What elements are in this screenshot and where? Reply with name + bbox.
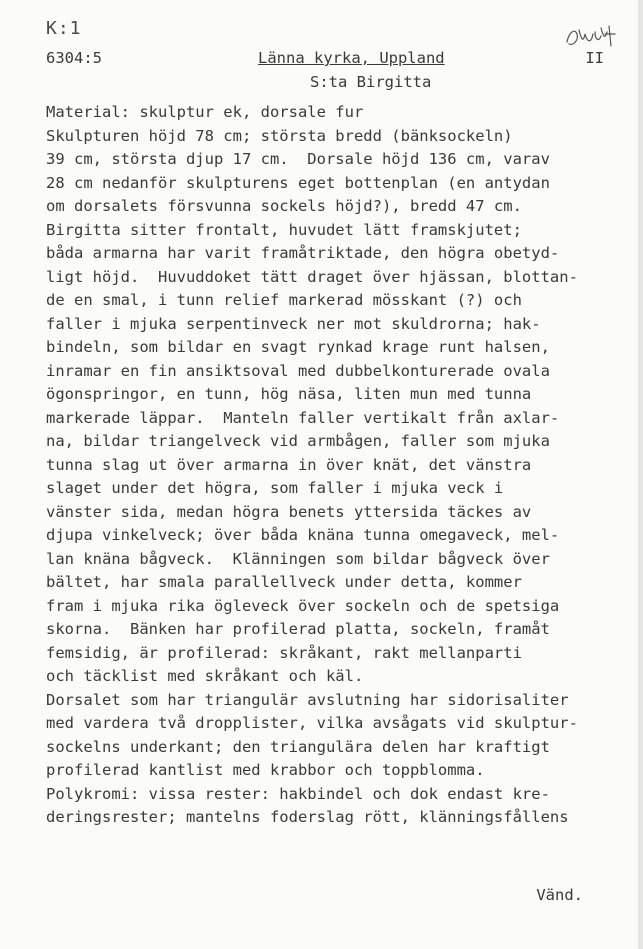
text-line: femsidig, är profilerad: skråkant, rakt mellanparti — [46, 643, 522, 662]
text-line: fram i mjuka rika ögleveck över sockeln och de spetsiga — [46, 596, 560, 615]
text-line: Birgitta sitter frontalt, huvudet lätt framskjutet; — [46, 220, 522, 239]
text-line: slaget under det högra, som faller i mjuka veck i — [46, 479, 504, 497]
card-body — [46, 101, 636, 830]
card-edge — [638, 0, 643, 949]
text-line: om dorsalets försvunna sockels höjd?), bredd 47 cm. — [46, 197, 522, 215]
text-line: med vardera två dropplister, vilka avsågats vid skulptur- — [46, 714, 578, 732]
turn-over-note: Vänd. — [536, 886, 583, 904]
text-line: 39 cm, största djup 17 cm. Dorsale höjd 136 cm, varav — [46, 150, 550, 168]
text-line: båda armarna har varit framåtriktade, den högra obetyd- — [46, 244, 560, 262]
text-line: skorna. Bänken har profilerad platta, sockeln, framåt — [46, 620, 550, 638]
text-line: bindeln, som bildar en svagt rynkad krage runt halsen, — [46, 338, 550, 356]
text-line: Material: skulptur ek, dorsale fur — [46, 103, 364, 121]
text-line: deringsrester; mantelns foderslag rött, klänningsfållens — [46, 808, 569, 826]
text-line: de en smal, i tunn relief markerad mösskant (?) och — [46, 291, 522, 309]
text-line: sockelns underkant; den triangulära delen har kraftigt — [46, 737, 550, 756]
text-line: lan knäna bågveck. Klänningen som bildar bågveck över — [46, 549, 550, 568]
text-line: na, bildar triangelveck vid armbågen, faller som mjuka — [46, 432, 550, 450]
text-line: Dorsalet som har triangulär avslutning har sidorisaliter — [46, 690, 569, 709]
text-line: inramar en fin ansiktsoval med dubbelkonturerade ovala — [46, 361, 550, 380]
catalog-number: 6304:5 — [46, 49, 102, 67]
text-line: ligt höjd. Huvuddoket tätt draget över hjässan, blottan- — [46, 267, 578, 286]
card-title: Länna kyrka, Uppland — [258, 49, 445, 67]
handwritten-note-left: K:1 — [46, 18, 82, 39]
text-line: och täcklist med skråkant och käl. — [46, 667, 364, 685]
text-line: tunna slag ut över armarna in över knät, det vänstra — [46, 455, 532, 474]
text-line: ögonspringor, en tunn, hög näsa, liten mun med tunna — [46, 385, 532, 403]
text-line: markerade läppar. Manteln faller vertikalt från axlar- — [46, 408, 560, 427]
text-line: profilerad kantlist med krabbor och toppblomma. — [46, 761, 485, 779]
text-line: faller i mjuka serpentinveck ner mot skuldrorna; hak- — [46, 314, 541, 333]
text-line: djupa vinkelveck; över båda knäna tunna omegaveck, mel- — [46, 526, 560, 544]
text-line: Skulpturen höjd 78 cm; största bredd (bänksockeln) — [46, 126, 513, 145]
text-line: vänster sida, medan högra benets yttersida täckes av — [46, 502, 532, 521]
text-line: bältet, har smala parallellveck under detta, kommer — [46, 573, 522, 591]
text-line: 28 cm nedanför skulpturens eget bottenplan (en antydan — [46, 173, 550, 192]
page-number: II — [585, 49, 604, 67]
card-subject: S:ta Birgitta — [310, 73, 432, 91]
text-line: Polykromi: vissa rester: hakbindel och dok endast kre- — [46, 784, 550, 803]
